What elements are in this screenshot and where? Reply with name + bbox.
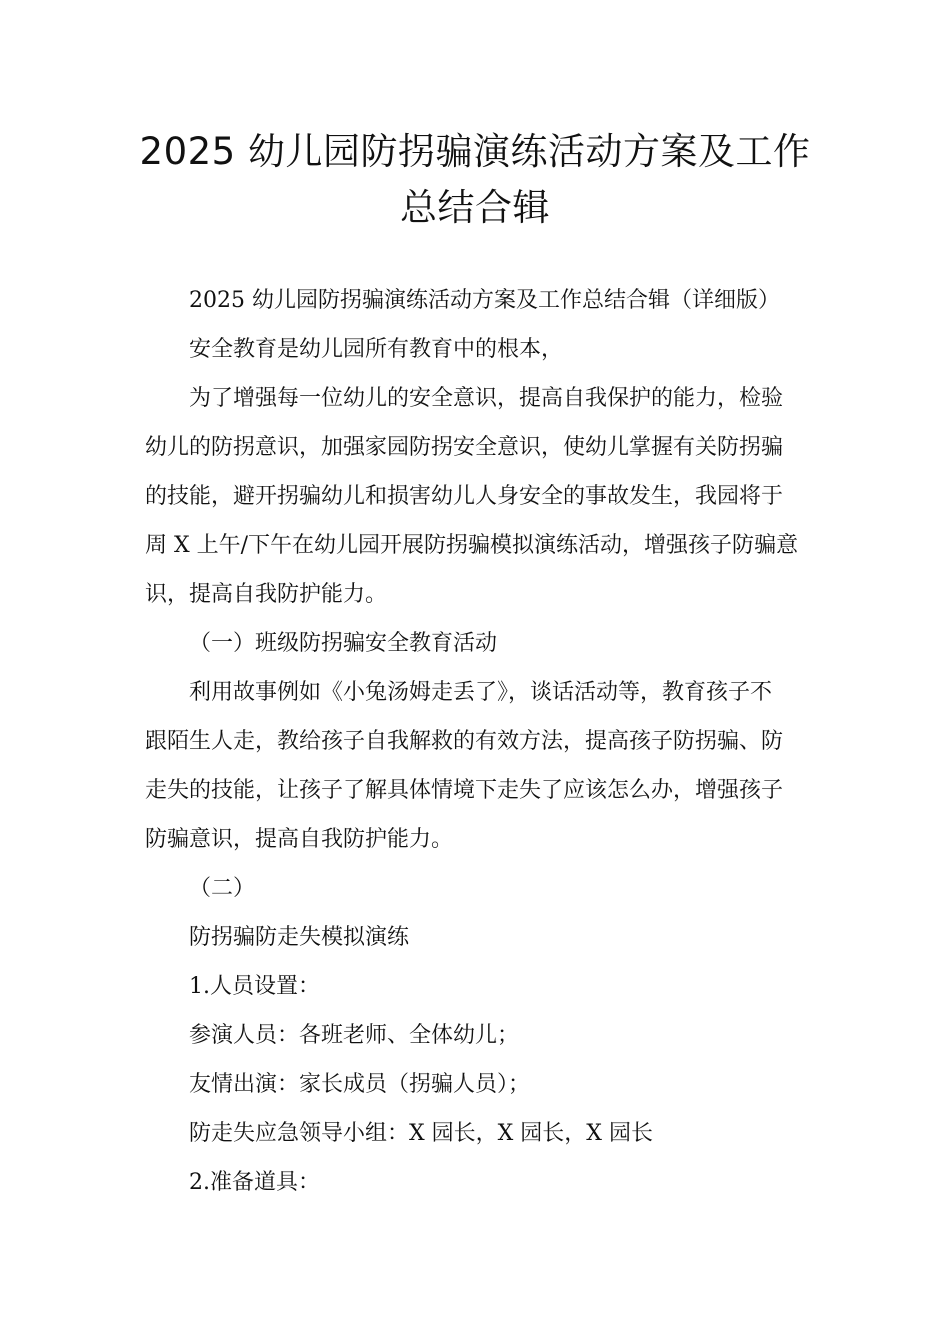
purpose-paragraph xyxy=(145,374,810,619)
document-title xyxy=(120,124,830,236)
text-line: 友情出演：家长成员（拐骗人员）； xyxy=(189,1072,531,1097)
story-paragraph xyxy=(145,668,810,864)
text-line: 走失的技能，让孩子了解具体情境下走失了应该怎么办，增强孩子 xyxy=(145,778,784,803)
text-line: 参演人员：各班老师、全体幼儿； xyxy=(189,1023,520,1048)
drill-title xyxy=(145,913,810,962)
text-line: 安全教育是幼儿园所有教育中的根本， xyxy=(189,337,564,362)
text-line: 1.人员设置： xyxy=(189,974,320,999)
intro-paragraph xyxy=(145,325,810,374)
section-heading-2 xyxy=(145,864,810,913)
leadership-group xyxy=(145,1109,810,1158)
participants xyxy=(145,1011,810,1060)
props-heading xyxy=(145,1158,810,1207)
title-line-1: 2025 幼儿园防拐骗演练活动方案及工作 xyxy=(139,130,811,173)
text-line: 2025 幼儿园防拐骗演练活动方案及工作总结合辑（详细版） xyxy=(189,288,780,313)
staff-setting xyxy=(145,962,810,1011)
subtitle-paragraph xyxy=(145,276,810,325)
text-line: （一）班级防拐骗安全教育活动 xyxy=(189,631,498,656)
text-line: 周 X 上午/下午在幼儿园开展防拐骗模拟演练活动，增强孩子防骗意 xyxy=(145,533,799,558)
text-line: 幼儿的防拐意识，加强家园防拐安全意识，使幼儿掌握有关防拐骗 xyxy=(145,435,784,460)
text-line: 2.准备道具： xyxy=(189,1170,320,1195)
text-line: 防拐骗防走失模拟演练 xyxy=(189,925,410,950)
guest-role xyxy=(145,1060,810,1109)
title-line-2: 总结合辑 xyxy=(400,186,550,229)
text-line: 跟陌生人走，教给孩子自我解救的有效方法，提高孩子防拐骗、防 xyxy=(145,729,784,754)
text-line: 为了增强每一位幼儿的安全意识，提高自我保护的能力，检验 xyxy=(189,386,784,411)
text-line: 防走失应急领导小组：X 园长，X 园长，X 园长 xyxy=(189,1121,653,1146)
text-line: 防骗意识，提高自我防护能力。 xyxy=(145,827,454,852)
text-line: 的技能，避开拐骗幼儿和损害幼儿人身安全的事故发生，我园将于 xyxy=(145,484,784,509)
text-line: （二） xyxy=(189,876,256,901)
document-body xyxy=(145,276,810,1207)
text-line: 识，提高自我防护能力。 xyxy=(145,582,388,607)
section-heading-1 xyxy=(145,619,810,668)
text-line: 利用故事例如《小兔汤姆走丢了》，谈话活动等，教育孩子不 xyxy=(189,680,773,705)
